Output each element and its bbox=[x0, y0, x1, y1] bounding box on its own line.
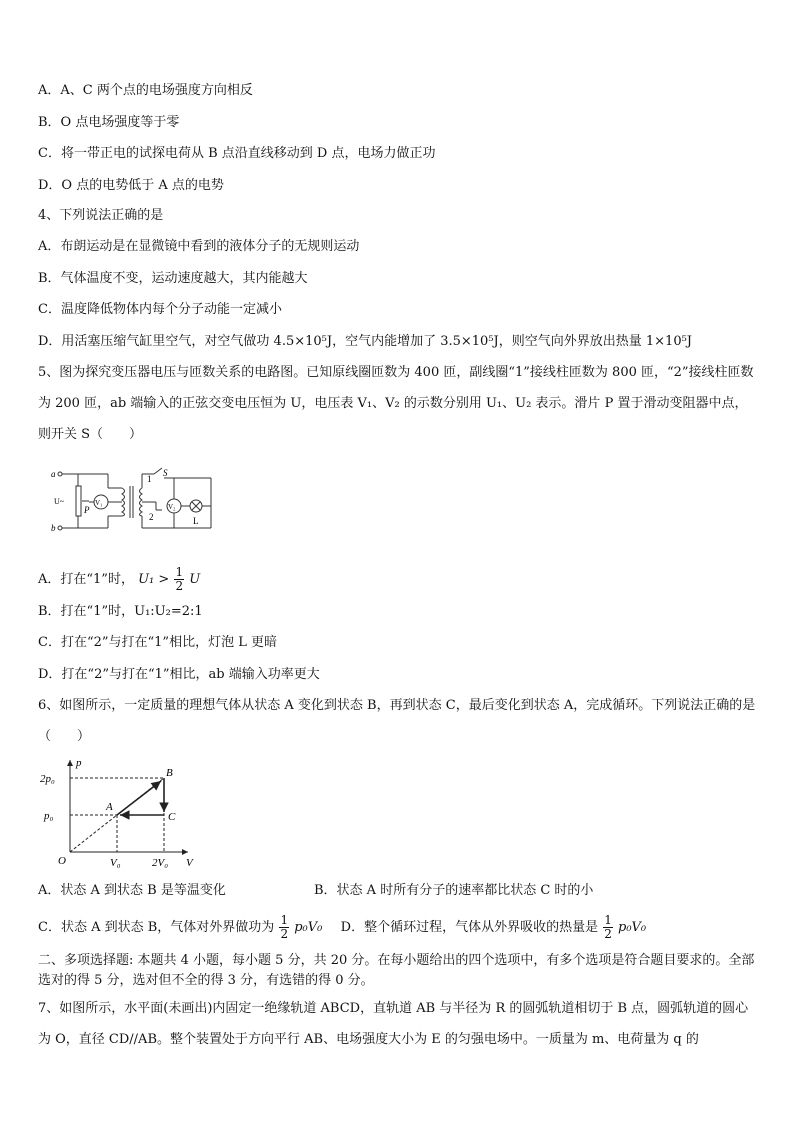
fig5-label-u: U~ bbox=[54, 497, 65, 506]
fig6-tick-2p0: 2p₀ bbox=[40, 773, 55, 785]
q6-option-c-suffix: p₀V₀ bbox=[294, 920, 323, 935]
fig5-label-one: 1 bbox=[147, 474, 152, 484]
q6-option-b: B．状态 A 时所有分子的速率都比状态 C 时的小 bbox=[314, 883, 594, 898]
q5-frac-numerator: 1 bbox=[175, 565, 184, 579]
fig6-tick-p0: p₀ bbox=[44, 810, 54, 822]
fig6-point-b: B bbox=[166, 767, 173, 779]
q4-option-b: B．气体温度不变，运动速度越大，其内能越大 bbox=[38, 271, 308, 286]
q4-option-d: D．用活塞压缩气缸里空气，对空气做功 4.5×10⁵J，空气内能增加了 3.5×10⁵J，则空气向外界放出热量 1×10⁵J bbox=[38, 334, 693, 349]
q5-option-c: C．打在“2”与打在“1”相比，灯泡 L 更暗 bbox=[38, 635, 277, 650]
fig6-tick-v0: V₀ bbox=[110, 857, 121, 869]
q4-option-c: C．温度降低物体内每个分子动能一定减小 bbox=[38, 302, 282, 317]
q5-option-a-prefix: A．打在“1”时， bbox=[38, 572, 134, 587]
fig6-point-c: C bbox=[168, 811, 176, 823]
q5-option-b: B．打在“1”时，U₁:U₂=2:1 bbox=[38, 604, 203, 619]
q5-option-a-fraction bbox=[174, 566, 184, 593]
q6d-frac-numerator: 1 bbox=[604, 913, 612, 927]
q5-stem: 5、图为探究变压器电压与匝数关系的电路图。已知原线圈匝数为 400 匝，副线圈“1”接线柱匝数为 800 匝，“2”接线柱匝数为 200 匝，ab 端输入的正弦交变电压恒为 U，电压表 V₁、V₂ 的示数分别用 U₁、U₂ 表示。滑片 P 置于滑动变阻器中点，则开关 S（ ） bbox=[38, 365, 754, 442]
q6-stem: 6、如图所示，一定质量的理想气体从状态 A 变化到状态 B，再到状态 C，最后变化到状态 A，完成循环。下列说法正确的是（ ） bbox=[38, 698, 756, 744]
fig5-label-s: S bbox=[163, 468, 168, 478]
fig5-label-b: b bbox=[51, 523, 56, 533]
q6-pv-diagram bbox=[40, 752, 200, 872]
q5-option-a-lhs: U₁ > bbox=[138, 572, 170, 587]
q4-option-a: A．布朗运动是在显微镜中看到的液体分子的无规则运动 bbox=[38, 239, 360, 254]
fig5-label-v2: V₂ bbox=[168, 503, 176, 511]
q6c-frac-numerator: 1 bbox=[280, 913, 289, 927]
fig5-label-v1: V₁ bbox=[95, 499, 103, 507]
fig5-label-a: a bbox=[51, 469, 56, 479]
q6-option-d-suffix: p₀V₀ bbox=[618, 920, 647, 935]
q6-option-c-prefix: C．状态 A 到状态 B，气体对外界做功为 bbox=[38, 920, 275, 935]
fig6-axis-v: V bbox=[186, 857, 193, 869]
q5-option-a-rhs: U bbox=[189, 572, 201, 587]
q7-stem: 7、如图所示，水平面(未画出)内固定一绝缘轨道 ABCD，直轨道 AB 与半径为 R 的圆弧轨道相切于 B 点，圆弧轨道的圆心为 O，直径 CD//AB。整个装置处于方向平行 AB、电场强度大小为 E 的匀强电场中。一质量为 m、电荷量为 q 的 bbox=[38, 1001, 749, 1047]
q5-circuit-figure bbox=[46, 466, 216, 542]
q3-option-b: B．O 点电场强度等于零 bbox=[38, 115, 180, 130]
q3-option-d: D．O 点的电势低于 A 点的电势 bbox=[38, 178, 224, 193]
q6-options-cd bbox=[38, 914, 758, 941]
fig6-point-a: A bbox=[106, 801, 113, 813]
fig5-label-l: L bbox=[193, 516, 199, 526]
q5-frac-denominator: 2 bbox=[175, 579, 184, 593]
q3-option-a: A．A、C 两个点的电场强度方向相反 bbox=[38, 83, 253, 98]
fig6-axis-p: p bbox=[76, 757, 82, 769]
q6-option-d-prefix: D．整个循环过程，气体从外界吸收的热量是 bbox=[340, 920, 599, 935]
q6-option-c-fraction bbox=[279, 914, 289, 941]
fig5-label-p: P bbox=[84, 505, 90, 515]
q4-stem: 4、下列说法正确的是 bbox=[38, 208, 164, 223]
q6c-frac-denominator: 2 bbox=[280, 927, 289, 941]
q6-option-a: A．状态 A 到状态 B 是等温变化 bbox=[38, 883, 226, 898]
fig5-label-two: 2 bbox=[149, 512, 154, 522]
fig6-tick-2v0: 2V₀ bbox=[152, 857, 169, 869]
q5-option-a bbox=[38, 566, 758, 593]
q3-option-c: C．将一带正电的试探电荷从 B 点沿直线移动到 D 点，电场力做正功 bbox=[38, 146, 436, 161]
section-2-instructions: 二、多项选择题: 本题共 4 小题，每小题 5 分，共 20 分。在每小题给出的四个选项中，有多个选项是符合题目要求的。全部选对的得 5 分，选对但不全的得 3 分，有选错的得 0 分。 bbox=[38, 953, 755, 988]
q6d-frac-denominator: 2 bbox=[604, 927, 612, 941]
fig6-origin: O bbox=[58, 855, 66, 867]
q6-option-d-fraction bbox=[603, 914, 613, 941]
q5-option-d: D．打在“2”与打在“1”相比，ab 端输入功率更大 bbox=[38, 667, 320, 682]
